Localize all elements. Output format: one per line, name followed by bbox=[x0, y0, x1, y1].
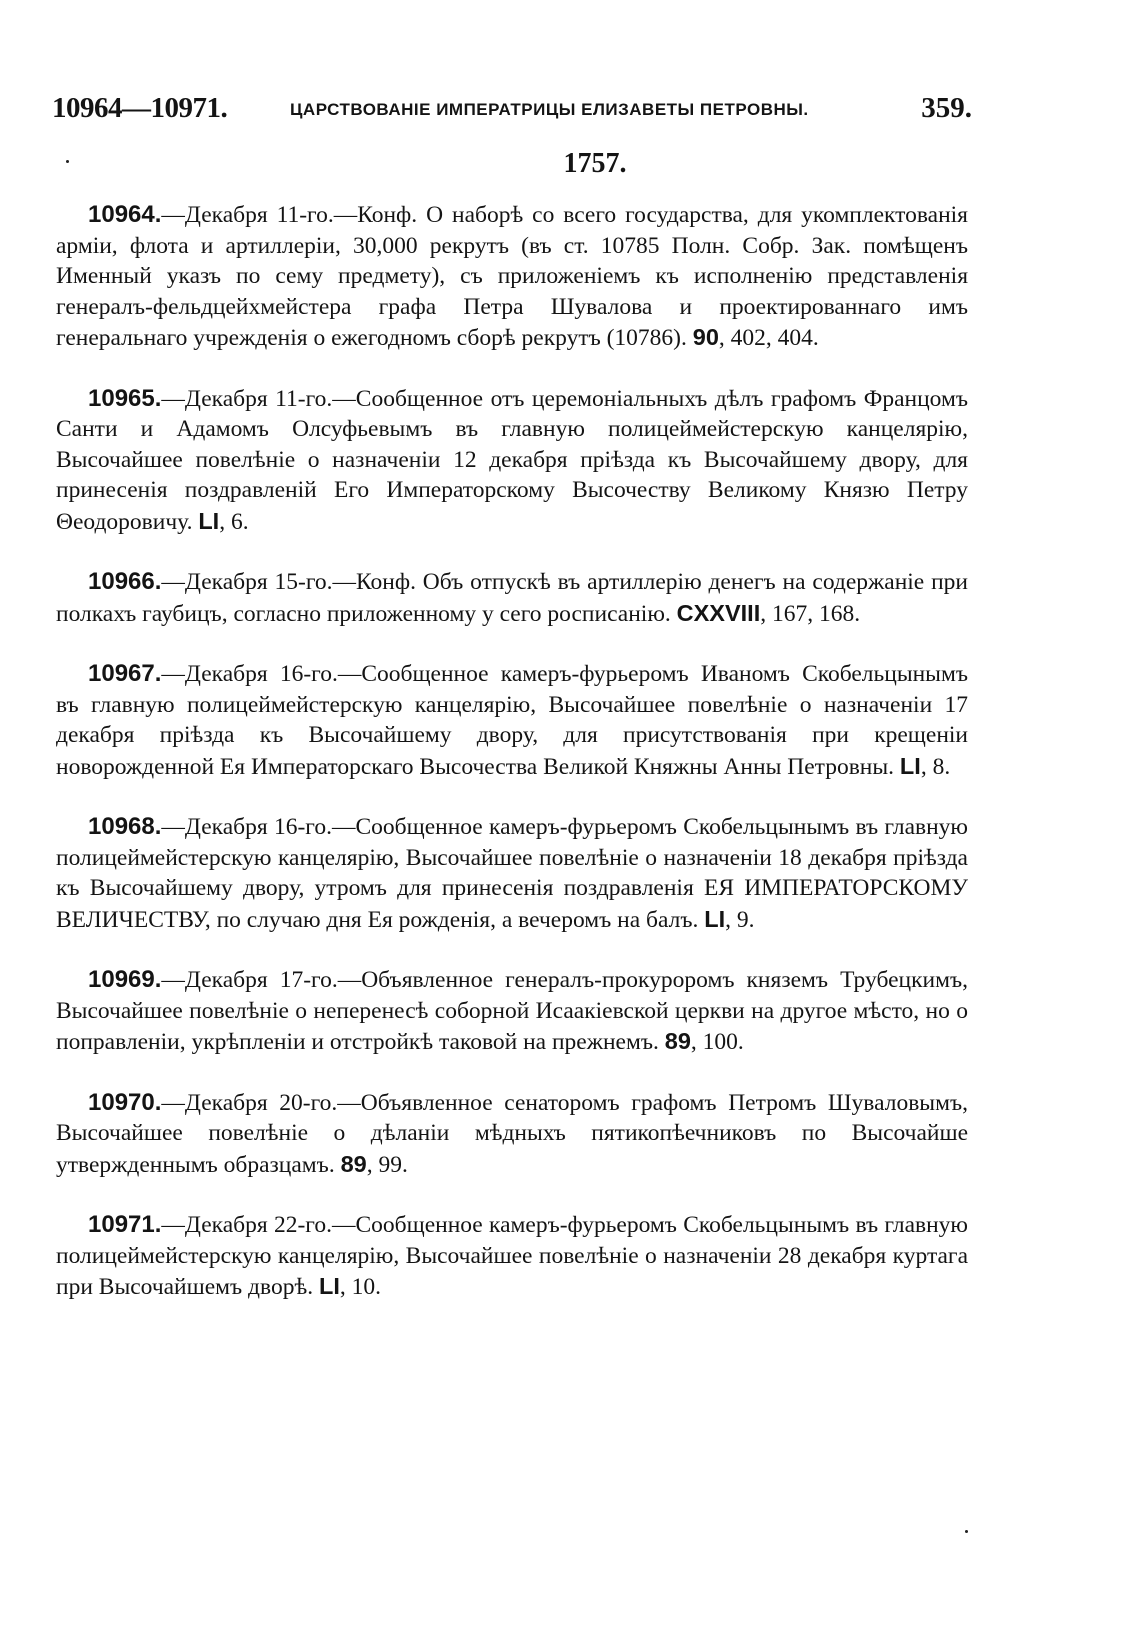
entry-number: 10968. bbox=[88, 813, 162, 840]
running-header bbox=[52, 92, 972, 132]
entry-number: 10967. bbox=[88, 660, 162, 687]
entry-text: —Декабря 20-го.—Объявленное сенаторомъ графомъ Петромъ Шуваловымъ, Высочайшее повелѣніе о дѣланіи мѣдныхъ пятикопѣечниковъ по Высочайше утвержденнымъ образцамъ. bbox=[56, 1089, 968, 1178]
entry-source-ref: 90 bbox=[692, 324, 719, 350]
entry-number: 10964. bbox=[88, 201, 162, 228]
entry-text: —Декабря 11-го.—Сообщенное отъ церемоніальныхъ дѣлъ графомъ Францомъ Санти и Адамомъ Олсуфьевымъ въ главную полицеймейстерскую канцелярію, Высочайшее повелѣніе о назначеніи 12 декабря пріѣзда къ Высочайшему двору, для принесенія поздравленій Его Императорскому Высочеству Великому Князю Петру Θеодоровичу. bbox=[56, 385, 968, 535]
entry bbox=[56, 1088, 968, 1181]
entry-pages: , 9. bbox=[725, 906, 755, 933]
entry-text: —Декабря 16-го.—Сообщенное камеръ-фурьеромъ Иваномъ Скобельцынымъ въ главную полицеймейстерскую канцелярію, Высочайшее повелѣніе о назначеніи 17 декабря пріѣзда къ Высочайшему двору, для присутствованія при крещеніи новорожденной Ея Императорскаго Высочества Великой Княжны Анны Петровны. bbox=[56, 661, 968, 780]
entry-text: —Декабря 11-го.—Конф. О наборѣ со всего государства, для укомплектованія арміи, флота и артиллеріи, 30,000 рекрутъ (въ ст. 10785 Полн. Собр. Зак. помѣщенъ Именный указъ по сему предмету), съ приложеніемъ къ исполненію представленія генералъ-фельдцейхмейстера графа Петра Шувалова и проектированнаго имъ генеральнаго учрежденія о ежегодномъ сборѣ рекрутъ (10786). bbox=[56, 202, 968, 351]
entry-pages: , 99. bbox=[366, 1151, 408, 1178]
entry bbox=[56, 200, 968, 354]
entry-pages: , 6. bbox=[219, 508, 249, 535]
entry-source-ref: LI bbox=[198, 507, 220, 534]
entry-number: 10970. bbox=[88, 1088, 162, 1116]
entry-pages: , 8. bbox=[920, 753, 951, 780]
print-speck bbox=[965, 1530, 968, 1533]
entry bbox=[56, 659, 968, 782]
entry-list bbox=[56, 200, 968, 1333]
entry-text: —Декабря 22-го.—Сообщенное камеръ-фурьеромъ Скобельцынымъ въ главную полицеймейстерскую канцелярію, Высочайшее повелѣніе о назначеніи 28 декабря куртага при Высочайшемъ дворѣ. bbox=[56, 1212, 968, 1300]
entry-range: 10964—10971. bbox=[52, 92, 228, 124]
entry bbox=[56, 567, 968, 629]
entry bbox=[56, 1210, 968, 1303]
entry-pages: , 100. bbox=[690, 1029, 744, 1055]
entry bbox=[56, 812, 968, 935]
running-title: ЦАРСТВОВАНІЕ ИМПЕРАТРИЦЫ ЕЛИЗАВЕТЫ ПЕТРОВНЫ. bbox=[290, 100, 809, 119]
page-number: 359. bbox=[921, 92, 972, 124]
entry-text: —Декабря 16-го.—Сообщенное камеръ-фурьеромъ Скобельцынымъ въ главную полицеймейстерскую канцелярію, Высочайшее повелѣніе о назначеніи 18 декабря пріѣзда къ Высочайшему двору, утромъ для принесенія поздравленія ЕЯ ИМПЕРАТОРСКОМУ ВЕЛИЧЕСТВУ, по случаю дня Ея рожденія, а вечеромъ на балъ. bbox=[56, 814, 968, 933]
entry bbox=[56, 965, 968, 1058]
entry-number: 10965. bbox=[88, 384, 162, 412]
entry-pages: , 402, 404. bbox=[718, 325, 819, 351]
entry-number: 10971. bbox=[88, 1211, 162, 1238]
entry-pages: , 10. bbox=[339, 1274, 381, 1300]
entry-text: —Декабря 15-го.—Конф. Объ отпускѣ въ артиллерію денегъ на содержаніе при полкахъ гаубицъ, согласно приложенному у сего росписанію. bbox=[56, 569, 968, 627]
entry-source-ref: 89 bbox=[340, 1150, 367, 1177]
year-heading: 1757. bbox=[563, 148, 627, 179]
entry-source-ref: LI bbox=[318, 1273, 340, 1299]
entry bbox=[56, 384, 968, 538]
entry-number: 10969. bbox=[88, 966, 162, 993]
entry-number: 10966. bbox=[88, 568, 162, 595]
entry-source-ref: 89 bbox=[664, 1028, 691, 1054]
entry-source-ref: LI bbox=[704, 905, 726, 932]
entry-pages: , 167, 168. bbox=[760, 600, 861, 627]
entry-source-ref: LI bbox=[899, 752, 921, 779]
entry-text: —Декабря 17-го.—Объявленное генералъ-прокуроромъ княземъ Трубецкимъ, Высочайшее повелѣніе о неперенесѣ соборной Исаакіевской церкви на другое мѣсто, но о поправленіи, укрѣпленіи и отстройкѣ таковой на прежнемъ. bbox=[56, 967, 968, 1055]
entry-source-ref: CXXVIII bbox=[676, 599, 761, 626]
